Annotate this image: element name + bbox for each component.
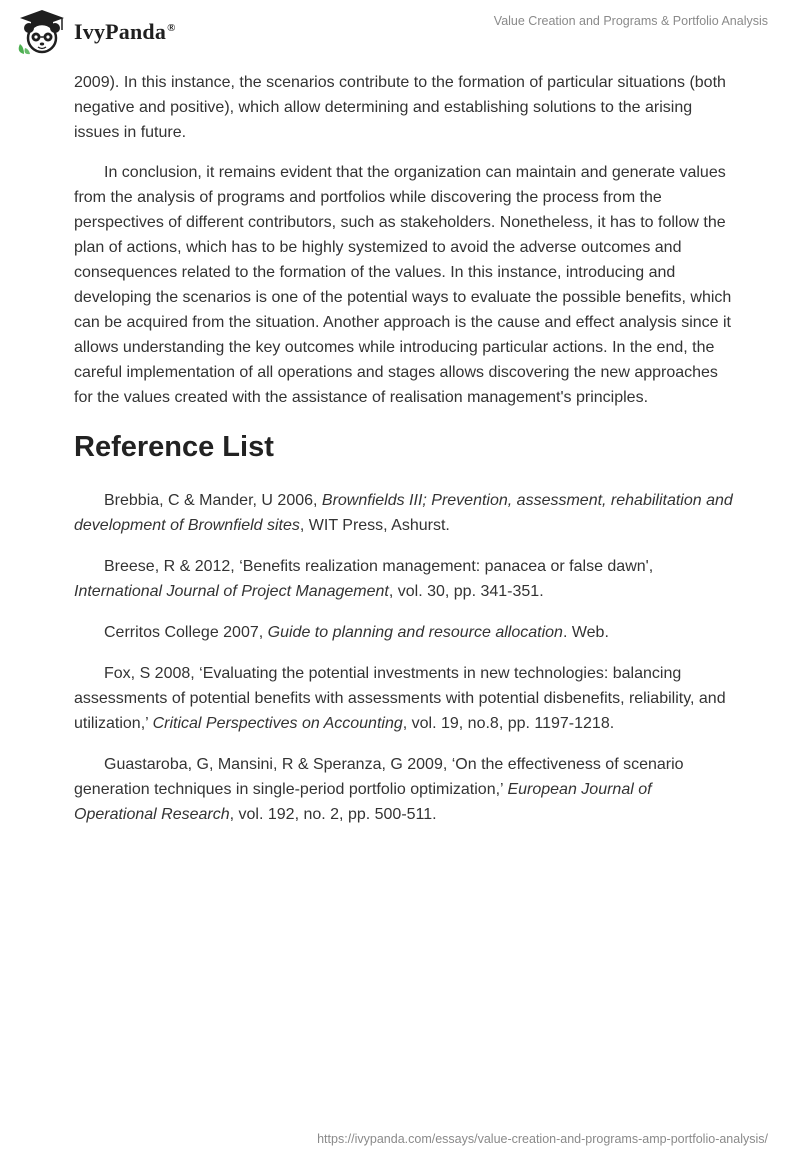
reference-item: Brebbia, C & Mander, U 2006, Brownfields III; Prevention, assessment, rehabilitation and development of Brownfield sites, WIT Press, Ashurst. bbox=[74, 492, 733, 534]
brand-name: IvyPanda® bbox=[74, 19, 176, 44]
brand-logo[interactable] bbox=[14, 8, 176, 56]
reference-item: Cerritos College 2007, Guide to planning and resource allocation. Web. bbox=[104, 624, 609, 641]
essay-content bbox=[74, 70, 734, 843]
reference-list-heading: Reference List bbox=[74, 431, 274, 463]
page-header bbox=[0, 0, 800, 64]
conclusion-paragraph: In conclusion, it remains evident that the organization can maintain and generate values from the analysis of programs and portfolios while discovering the process from the perspectives of different contributors, such as stakeholders. Nonetheless, it has to follow the plan of actions, which has to be highly systemized to avoid the adverse outcomes and consequences related to the formation of the values. In this instance, introducing and developing the scenarios is one of the potential ways to evaluate the possible benefits, which can be acquired from the situation. Another approach is the cause and effect analysis since it allows understanding the key outcomes while introducing particular actions. In the end, the careful implementation of all operations and stages allows discovering the new approaches for the values created with the assistance of realisation management's principles. bbox=[74, 164, 732, 406]
reference-item: Fox, S 2008, ‘Evaluating the potential investments in new technologies: balancing assessments of potential benefits with assessments with potential disbenefits, reliability, and utilization,’ Critical Perspectives on Accounting, vol. 19, no.8, pp. 1197-1218. bbox=[74, 665, 726, 732]
reference-item: Guastaroba, G, Mansini, R & Speranza, G 2009, ‘On the effectiveness of scenario generation techniques in single-period portfolio optimization,’ European Journal of Operational Research, vol. 192, no. 2, pp. 500-511. bbox=[74, 756, 684, 823]
source-url-link[interactable]: https://ivypanda.com/essays/value-creation-and-programs-amp-portfolio-analysis/ bbox=[317, 1132, 768, 1146]
document-title: Value Creation and Programs & Portfolio Analysis bbox=[493, 14, 768, 28]
panda-graduate-logo-icon bbox=[14, 8, 70, 56]
reference-item: Breese, R & 2012, ‘Benefits realization management: panacea or false dawn', International Journal of Project Management, vol. 30, pp. 341-351. bbox=[74, 558, 654, 600]
body-paragraph: 2009). In this instance, the scenarios contribute to the formation of particular situations (both negative and positive), which allow determining and establishing solutions to the arising issues in future. bbox=[74, 74, 726, 141]
registered-mark: ® bbox=[167, 21, 176, 34]
